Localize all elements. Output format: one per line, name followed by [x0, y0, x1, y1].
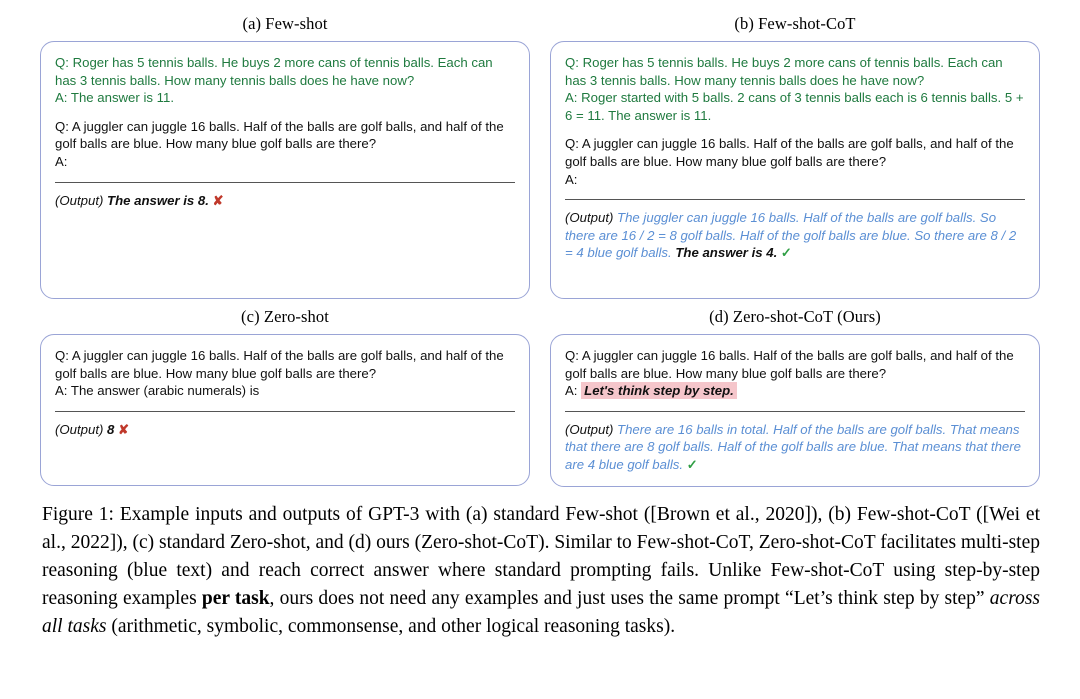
panel-zero-shot — [40, 301, 530, 487]
panel-c-divider — [55, 411, 515, 412]
panel-a-answer-cue: A: — [55, 153, 68, 169]
panel-b-exemplar-question: Q: Roger has 5 tennis balls. He buys 2 more cans of tennis balls. Each can has 3 tennis balls. How many tennis balls does he have now? — [565, 55, 1003, 88]
panel-b-output-line — [565, 209, 1025, 262]
panel-b-query — [565, 135, 1025, 188]
panel-d-query — [565, 347, 1025, 400]
caption-prefix: Figure 1: — [42, 503, 114, 525]
panel-a-question: Q: A juggler can juggle 16 balls. Half of the balls are golf balls, and half of the golf balls are blue. How many blue golf balls are there? — [55, 118, 504, 152]
panel-a-output-line — [55, 192, 515, 210]
caption-seg1: Example inputs and outputs of GPT-3 with (a) standard Few-shot ([Brown et al., 2020]), (b) Few-shot-CoT ([Wei et al., 2022]), (c) standard Zero-shot, and (d) ours (Zero-shot-CoT). Similar to Few-shot-CoT, Zero-shot-CoT facilitates multi-step reasoning (blue text) and reach correct answer where standard prompting fails. Unlike Few-shot-CoT using step-by-step reasoning examples — [42, 503, 1040, 609]
panel-b-question: Q: A juggler can juggle 16 balls. Half of the balls are golf balls, and half of the golf balls are blue. How many blue golf balls are there? — [565, 136, 1014, 169]
panel-b-output-answer: The answer is 4. — [675, 245, 778, 261]
panel-d-output-reasoning: There are 16 balls in total. Half of the balls are golf balls. That means that there are 8 golf balls. Half of the golf balls are blue. That means that there are 4 blue golf balls. — [565, 421, 1021, 472]
caption-bold1: per task — [201, 587, 270, 609]
cross-icon: ✘ — [118, 421, 130, 437]
panel-d-output-line — [565, 421, 1025, 474]
panel-d-answer-cue-prefix: A: — [565, 383, 578, 399]
panel-b-output-label: (Output) — [565, 210, 614, 226]
caption-seg3: (arithmetic, symbolic, commonsense, and other logical reasoning tasks). — [106, 615, 676, 637]
panel-d-box — [550, 334, 1040, 487]
panel-zero-shot-cot — [550, 301, 1040, 487]
panel-b-exemplar — [565, 54, 1025, 124]
check-icon: ✓ — [686, 456, 698, 472]
panel-d-question: Q: A juggler can juggle 16 balls. Half of the balls are golf balls, and half of the golf balls are blue. How many blue golf balls are there? — [565, 348, 1014, 381]
panel-b-answer-cue: A: — [565, 171, 578, 187]
panel-c-question: Q: A juggler can juggle 16 balls. Half of the balls are golf balls, and half of the golf balls are blue. How many blue golf balls are there? — [55, 348, 504, 381]
panel-b-box — [550, 41, 1040, 299]
panel-c-query — [55, 347, 515, 400]
figure-caption — [0, 487, 1080, 641]
caption-italic1: across all tasks — [42, 587, 1040, 637]
panel-d-title: (d) Zero-shot-CoT (Ours) — [709, 307, 881, 326]
panel-c-output-text: 8 — [107, 421, 115, 437]
panel-a-exemplar — [55, 54, 515, 107]
panel-a-box — [40, 41, 530, 299]
panel-b-title: (b) Few-shot-CoT — [734, 14, 856, 33]
panel-c-answer-cue: A: The answer (arabic numerals) is — [55, 383, 260, 399]
panel-a-output-text: The answer is 8. — [107, 192, 209, 208]
panel-b-divider — [565, 199, 1025, 200]
panel-a-exemplar-question: Q: Roger has 5 tennis balls. He buys 2 more cans of tennis balls. Each can has 3 tennis balls. How many tennis balls does he have now? — [55, 55, 493, 88]
check-icon: ✓ — [780, 245, 792, 261]
panel-few-shot-cot — [550, 8, 1040, 299]
caption-seg2: , ours does not need any examples and just uses the same prompt “Let’s think step by step” — [269, 587, 990, 609]
panel-a-query — [55, 118, 515, 171]
panel-d-trigger-prompt: Let's think step by step. — [581, 382, 737, 399]
panel-c-output-label: (Output) — [55, 421, 104, 437]
panel-c-box — [40, 334, 530, 486]
panel-d-answer-cue — [565, 382, 1025, 400]
panel-a-title: (a) Few-shot — [242, 14, 328, 33]
panel-c-title: (c) Zero-shot — [241, 307, 329, 326]
panel-c-output-line — [55, 421, 515, 439]
panel-a-output-label: (Output) — [55, 192, 104, 208]
panel-a-divider — [55, 182, 515, 183]
panel-d-divider — [565, 411, 1025, 412]
panel-a-exemplar-answer: A: The answer is 11. — [55, 90, 174, 106]
panel-grid — [0, 8, 1080, 487]
panel-b-exemplar-answer: A: Roger started with 5 balls. 2 cans of 3 tennis balls each is 6 tennis balls. 5 + 6 = 11. The answer is 11. — [565, 90, 1024, 123]
panel-b-output-reasoning: The juggler can juggle 16 balls. Half of the balls are golf balls. So there are 16 / 2 = 8 golf balls. Half of the golf balls are blue. So there are 8 / 2 = 4 blue golf balls. — [565, 210, 1017, 261]
panel-d-output-label: (Output) — [565, 421, 614, 437]
cross-icon: ✘ — [212, 192, 224, 208]
panel-few-shot — [40, 8, 530, 299]
